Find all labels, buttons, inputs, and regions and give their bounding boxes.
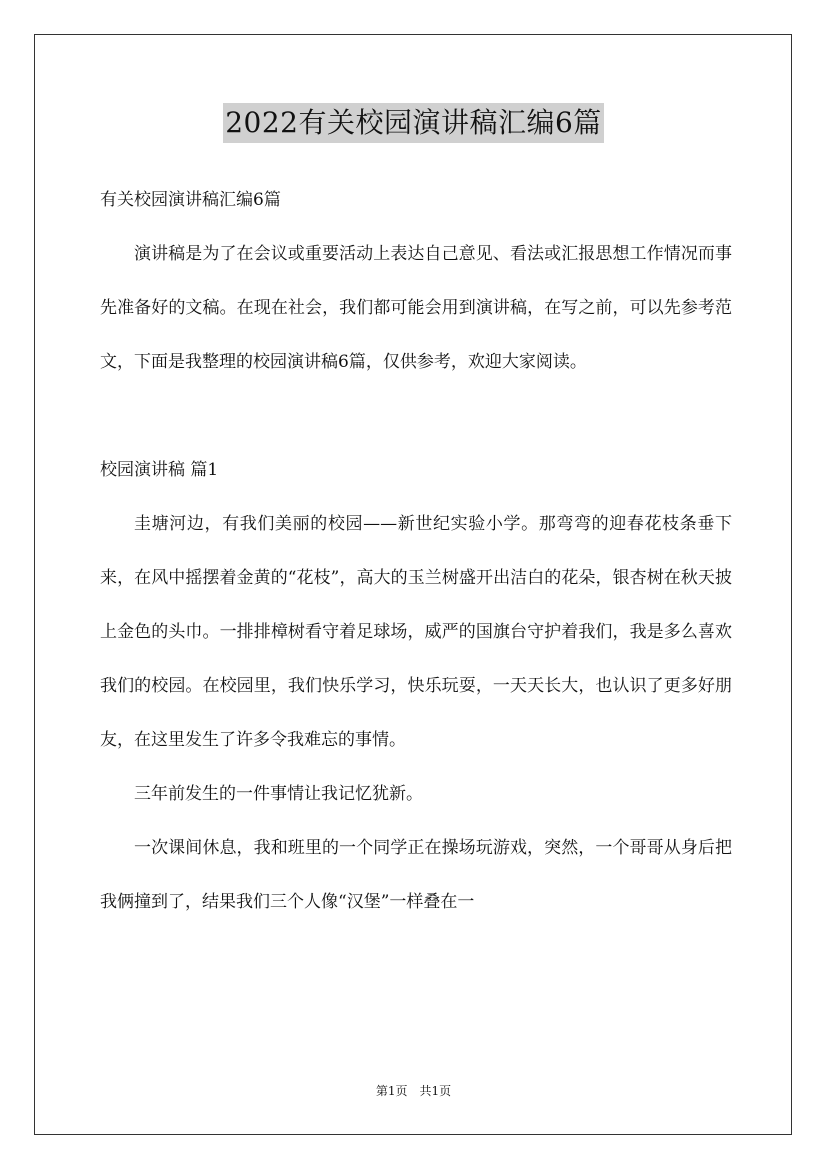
body-paragraph: 一次课间休息，我和班里的一个同学正在操场玩游戏，突然，一个哥哥从身后把我俩撞到了，结果我们三个人像“汉堡”一样叠在一 (100, 838, 732, 912)
body-paragraph: 三年前发生的一件事情让我记忆犹新。 (134, 784, 423, 804)
document-title: 2022有关校园演讲稿汇编6篇 (223, 103, 604, 143)
intro-paragraph: 演讲稿是为了在会议或重要活动上表达自己意见、看法或汇报思想工作情况而事先准备好的文稿。在现在社会，我们都可能会用到演讲稿，在写之前，可以先参考范文，下面是我整理的校园演讲稿6篇，仅供参考，欢迎大家阅读。 (100, 244, 732, 372)
section-title: 校园演讲稿 篇1 (100, 460, 219, 480)
section-spacer (100, 389, 732, 443)
document-body (100, 173, 732, 929)
document-heading: 有关校园演讲稿汇编6篇 (100, 190, 281, 210)
title-container (0, 103, 827, 143)
page-footer: 第1页 共1页 (375, 1084, 452, 1098)
body-paragraph: 圭塘河边，有我们美丽的校园——新世纪实验小学。那弯弯的迎春花枝条垂下来，在风中摇摆着金黄的“花枝”，高大的玉兰树盛开出洁白的花朵，银杏树在秋天披上金色的头巾。一排排樟树看守着足球场，威严的国旗台守护着我们，我是多么喜欢我们的校园。在校园里，我们快乐学习，快乐玩耍，一天天长大，也认识了更多好朋友，在这里发生了许多令我难忘的事情。 (100, 514, 732, 750)
